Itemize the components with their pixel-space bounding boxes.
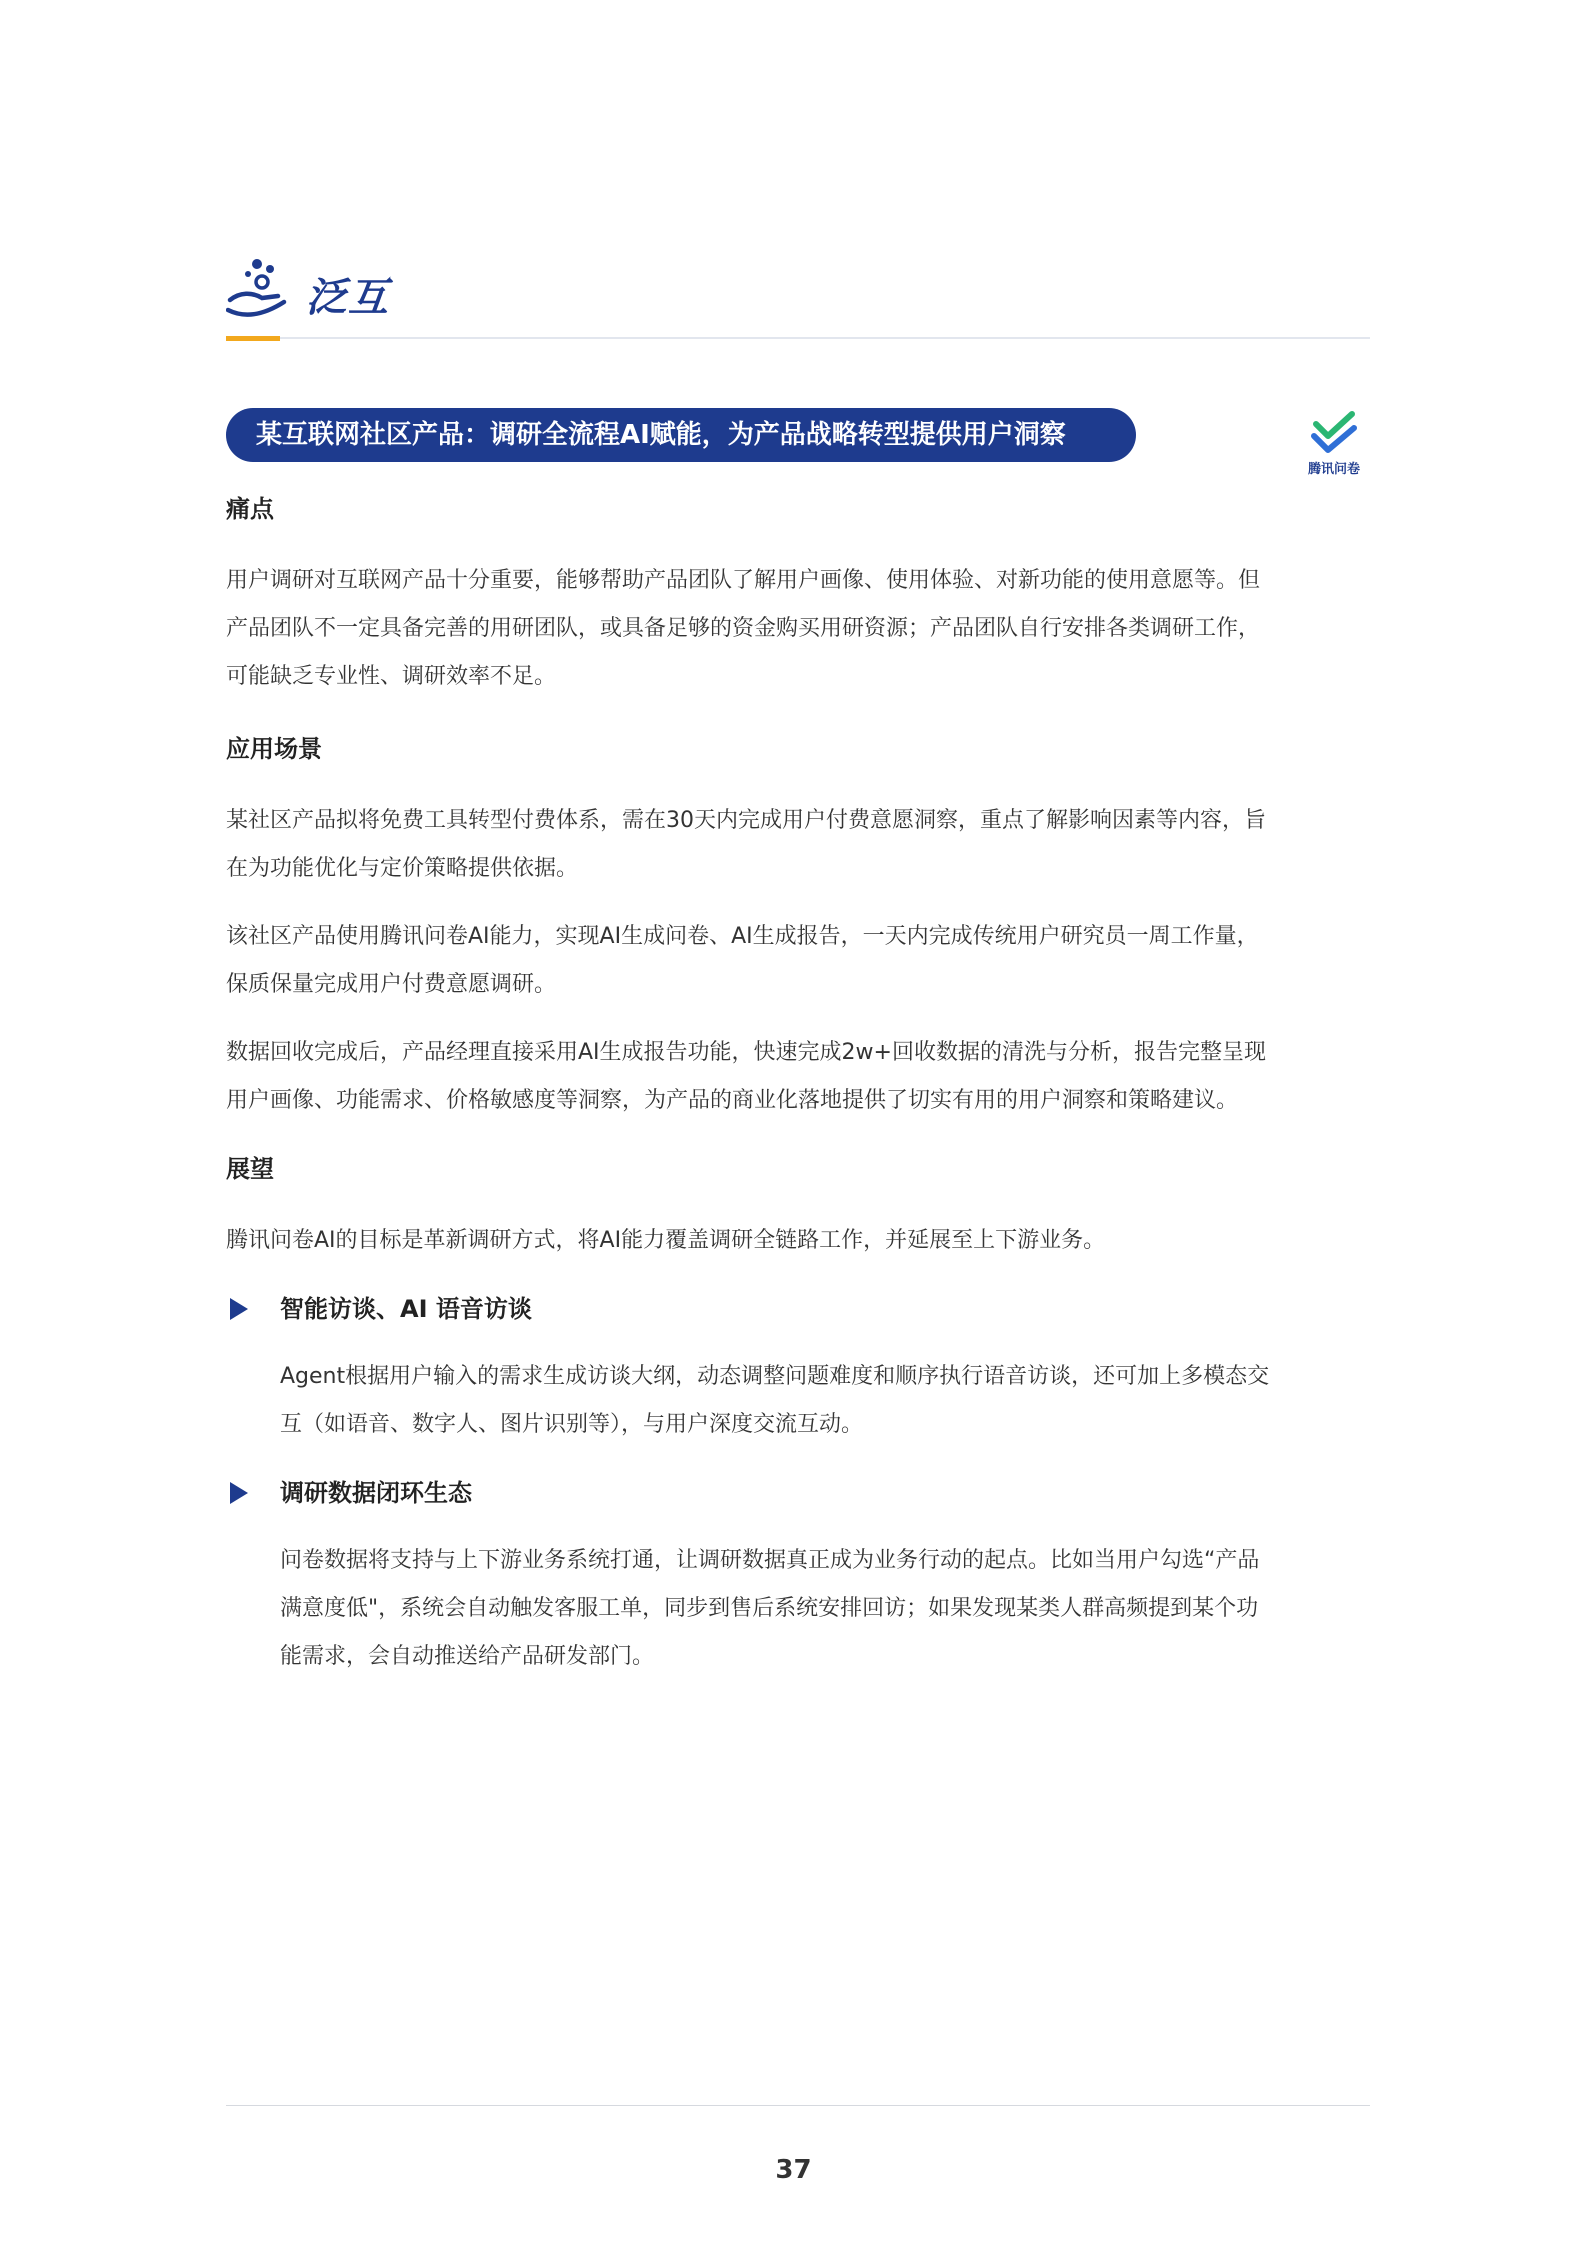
scenario-p3-line-2: 用户画像、功能需求、价格敏感度等洞察，为产品的商业化落地提供了切实有用的用户洞察和策略建议。 [226,1088,1239,1113]
section-logo-text: 泛互 [306,275,390,321]
hand-bubbles-icon [226,258,288,320]
checkmark-logo-icon [1310,410,1358,456]
outlook-item-2-line-3: 能需求，会自动推送给产品研发部门。 [280,1644,655,1669]
scenario-p1-line-1: 某社区产品拟将免费工具转型付费体系，需在30天内完成用户付费意愿洞察，重点了解影响因素等内容，旨 [226,808,1266,833]
outlook-intro: 腾讯问卷AI的目标是革新调研方式，将AI能力覆盖调研全链路工作，并延展至上下游业务。 [226,1228,1106,1253]
triangle-bullet-icon [230,1298,248,1320]
section-header [226,258,1370,338]
header-divider [226,337,1370,339]
heading-scenario: 应用场景 [226,735,322,763]
outlook-item-2-line-1: 问卷数据将支持与上下游业务系统打通，让调研数据真正成为业务行动的起点。比如当用户勾选“产品 [280,1548,1260,1573]
heading-pain: 痛点 [226,495,274,523]
badge-name: 腾讯问卷 [1307,462,1360,477]
pain-line-2: 产品团队不一定具备完善的用研团队，或具备足够的资金购买用研资源；产品团队自行安排各类调研工作， [226,616,1261,641]
article-body [226,485,1370,1681]
page-number: 37 [775,2155,812,2185]
outlook-item-1 [226,1285,1370,1333]
scenario-p1-line-2: 在为功能优化与定价策略提供依据。 [226,856,579,881]
outlook-item-2-title: 调研数据闭环生态 [280,1479,472,1507]
outlook-item-1-line-2: 互（如语音、数字人、图片识别等），与用户深度交流互动。 [280,1412,864,1437]
outlook-item-2 [226,1469,1370,1517]
outlook-item-2-line-2: 满意度低"，系统会自动触发客服工单，同步到售后系统安排回访；如果发现某类人群高频提到某个功 [280,1596,1259,1621]
triangle-bullet-icon [230,1482,248,1504]
pain-line-3: 可能缺乏专业性、调研效率不足。 [226,664,557,689]
outlook-item-1-line-1: Agent根据用户输入的需求生成访谈大纲，动态调整问题难度和顺序执行语音访谈，还可加上多模态交 [280,1364,1270,1389]
scenario-p2-line-1: 该社区产品使用腾讯问卷AI能力，实现AI生成问卷、AI生成报告，一天内完成传统用户研究员一周工作量， [226,924,1259,949]
outlook-item-1-title: 智能访谈、AI 语音访谈 [280,1295,532,1323]
heading-outlook: 展望 [226,1155,274,1183]
scenario-p3-line-1: 数据回收完成后，产品经理直接采用AI生成报告功能，快速完成2w+回收数据的清洗与分析，报告完整呈现 [226,1040,1266,1065]
case-title-banner: 某互联网社区产品：调研全流程AI赋能，为产品战略转型提供用户洞察 [226,408,1136,462]
scenario-p2-line-2: 保质保量完成用户付费意愿调研。 [226,972,557,997]
pain-line-1: 用户调研对互联网产品十分重要，能够帮助产品团队了解用户画像、使用体验、对新功能的使用意愿等。但 [226,568,1261,593]
footer-divider [226,2105,1370,2106]
header-accent-bar [226,336,280,341]
tencent-survey-badge [1302,410,1366,490]
